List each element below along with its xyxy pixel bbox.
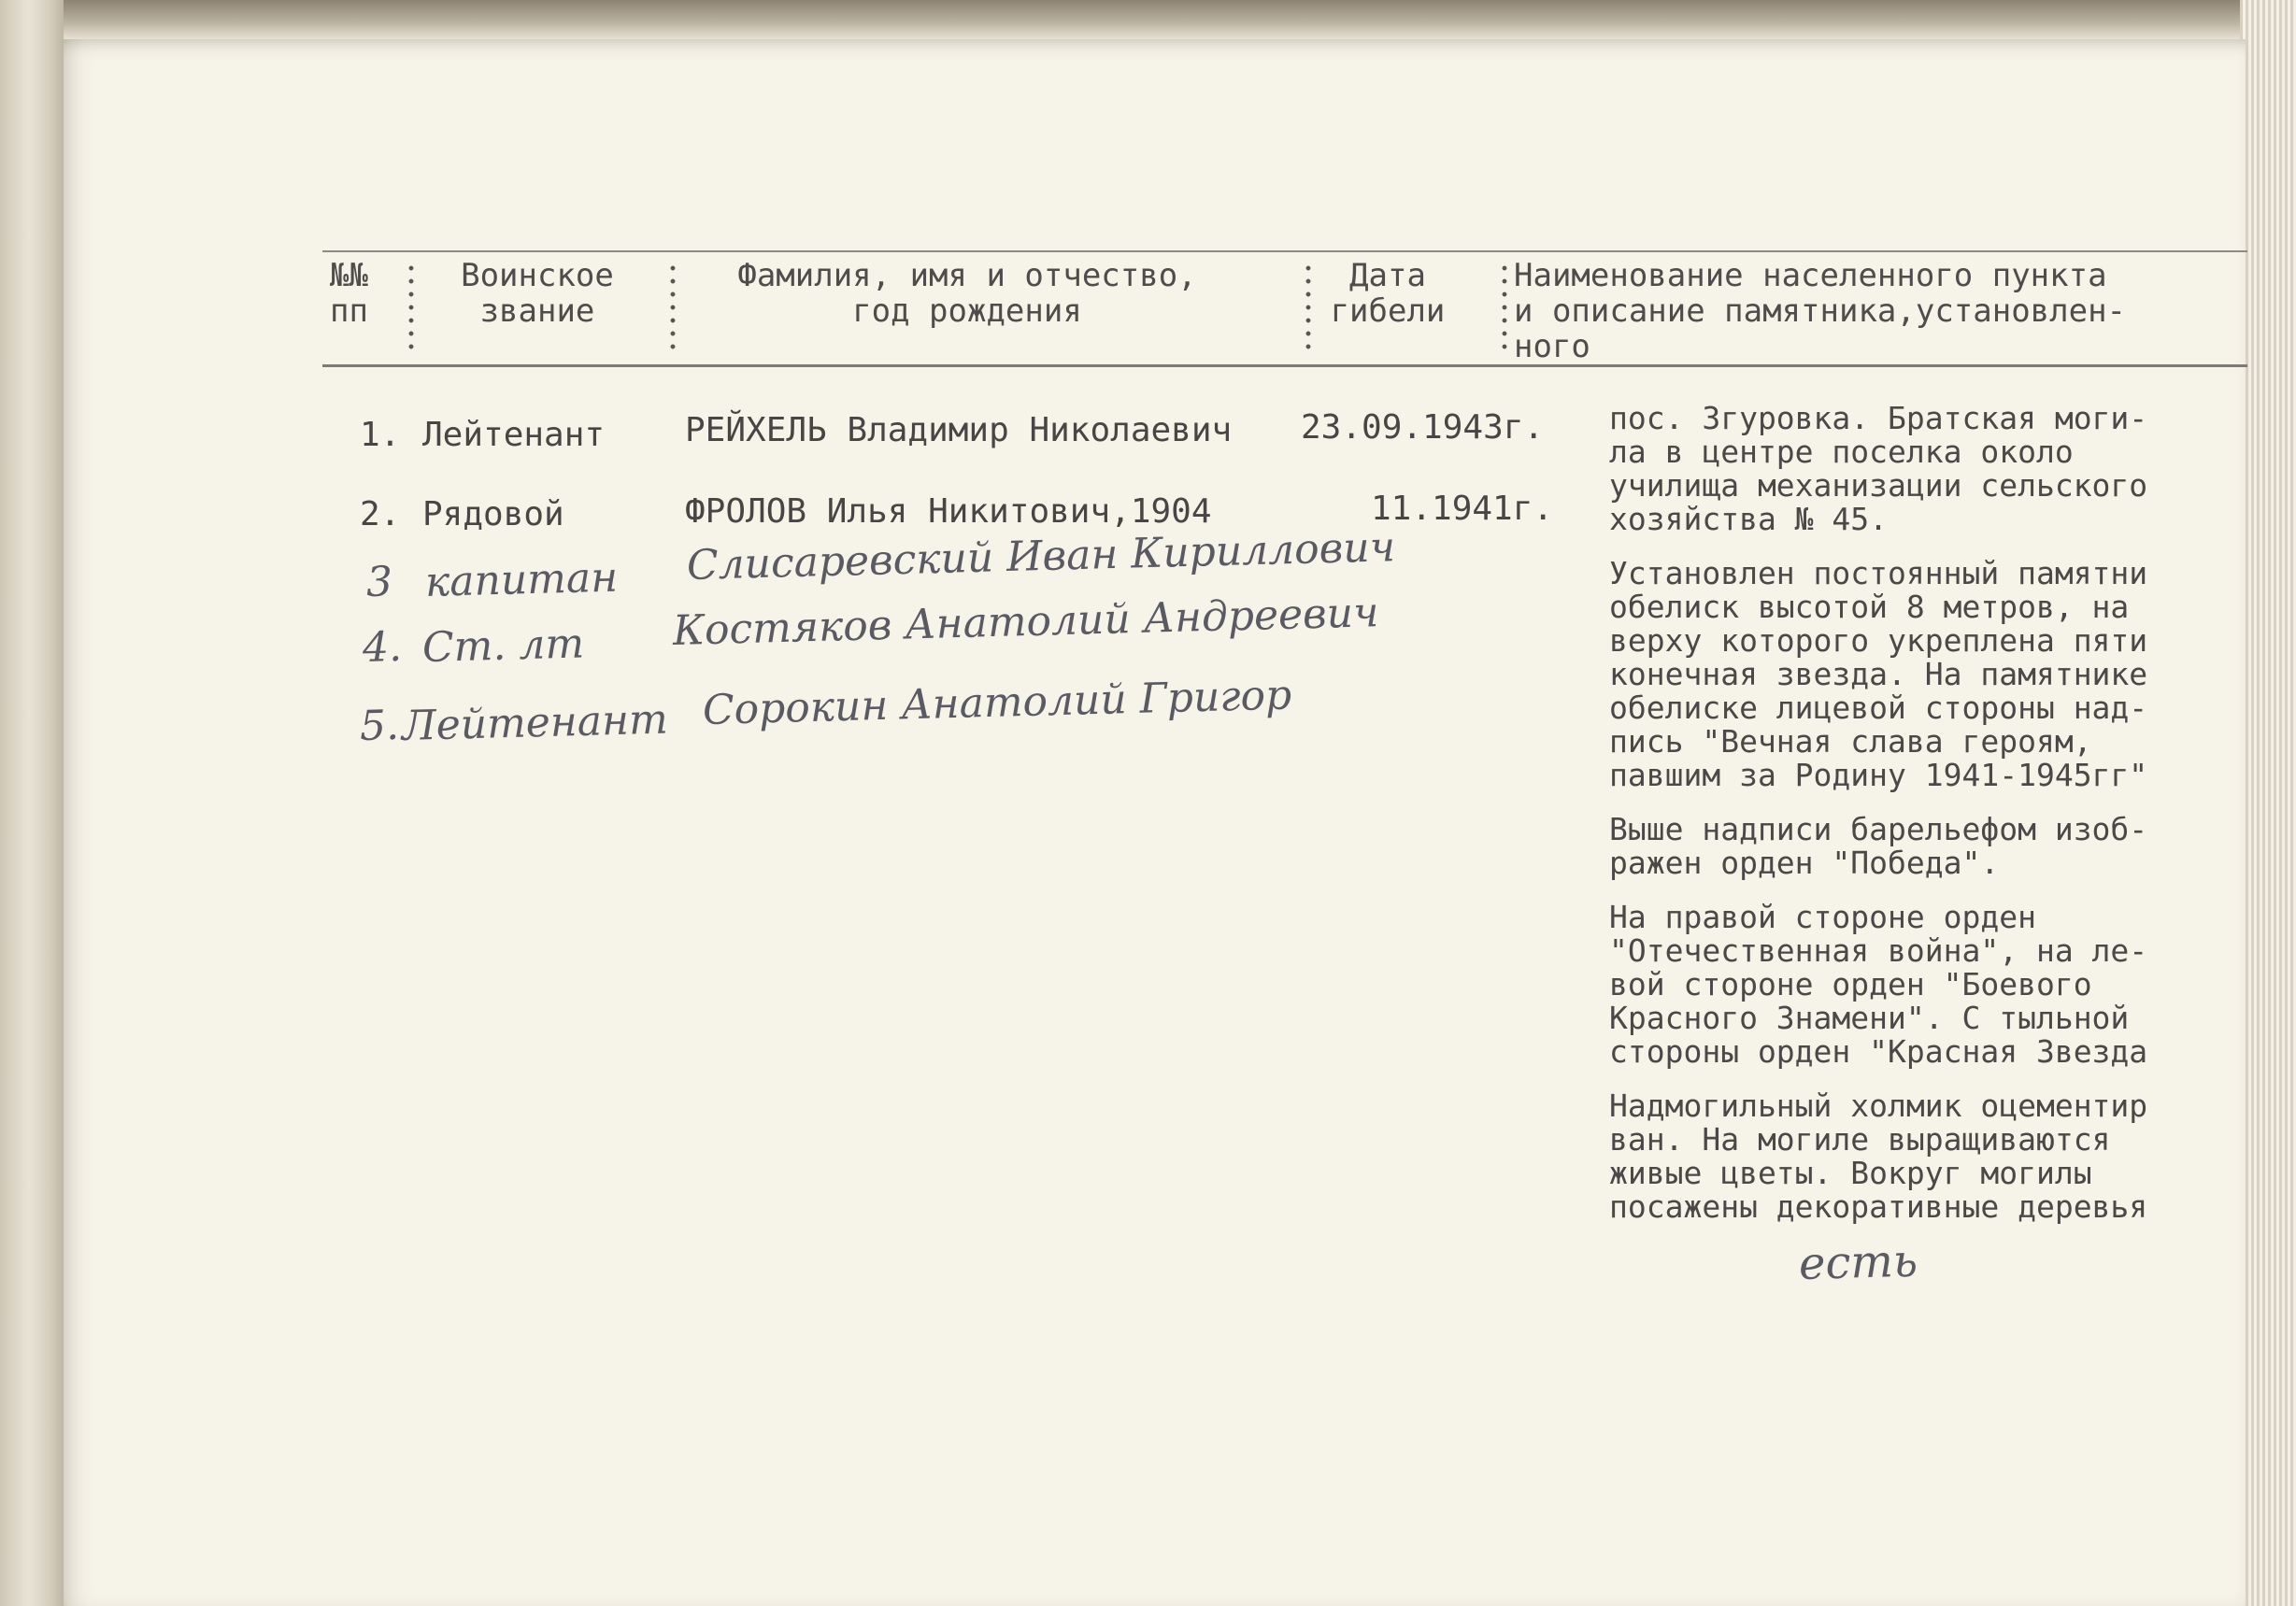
- row-2-rank: Рядовой: [422, 495, 564, 533]
- row-2-number: 2.: [360, 495, 401, 533]
- row-4-number: 4.: [362, 622, 403, 672]
- header-place: Наименование населенного пункта и описание памятника,установлен- ного: [1514, 257, 2127, 365]
- header-separator: [1305, 262, 1311, 355]
- header-number: №№ пп: [330, 257, 368, 330]
- memorial-description: [1609, 402, 2245, 1244]
- row-4-rank: Ст. лт: [421, 619, 585, 672]
- description-paragraph-5: Надмогильный холмик оцементир ван. На могиле выращиваются живые цветы. Вокруг могилы посажены декоративные деревья: [1609, 1087, 2148, 1225]
- header-separator: [670, 262, 676, 355]
- row-3-name: Слисаревский Иван Кириллович: [686, 523, 1396, 590]
- row-1-date: 23.09.1943г.: [1301, 408, 1545, 447]
- row-1-name: РЕЙХЕЛЬ Владимир Николаевич: [685, 411, 1233, 449]
- header-separator: [408, 262, 414, 355]
- row-5-number: 5.: [359, 701, 400, 750]
- row-3-number: 3: [365, 558, 393, 606]
- description-paragraph-2: Установлен постоянный памятни обелиск высотой 8 метров, на верху которого укреплена пяти конечная звезда. На памятнике обелиске лицевой стороны над- пись "Вечная слава героям, павшим за Родину 1941-1945гг": [1609, 555, 2148, 793]
- row-5-name: Сорокин Анатолий Григор: [702, 671, 1292, 734]
- row-1-number: 1.: [360, 416, 401, 454]
- book-top-edge: [0, 0, 2296, 39]
- header-rank: Воинское звание: [461, 257, 614, 330]
- description-paragraph-3: Выше надписи барельефом изоб- ражен орден "Победа".: [1609, 811, 2148, 881]
- page-stack-edge: [2240, 0, 2296, 1606]
- header-separator: [1502, 262, 1507, 355]
- table-header: [322, 250, 2247, 367]
- row-2-date: 11.1941г.: [1371, 490, 1554, 528]
- row-2-name: ФРОЛОВ Илья Никитович,1904: [685, 492, 1212, 531]
- book-spine: [0, 0, 64, 1606]
- row-5-rank: Лейтенант: [401, 695, 669, 750]
- description-paragraph-4: На правой стороне орден "Отечественная война", на ле- вой стороне орден "Боевого Красного Знамени". С тыльной стороны орден "Красная Звезда: [1609, 899, 2148, 1070]
- row-4-name: Костяков Анатолий Андреевич: [672, 589, 1380, 655]
- row-1-rank: Лейтенант: [422, 416, 606, 454]
- row-3-rank: капитан: [424, 553, 619, 606]
- handwritten-note: есть: [1798, 1234, 1918, 1290]
- header-name: Фамилия, имя и отчество, год рождения: [737, 257, 1197, 330]
- header-date: Дата гибели: [1330, 257, 1446, 330]
- description-paragraph-1: пос. Згуровка. Братская моги- ла в центре поселка около училища механизации сельского хозяйства № 45.: [1609, 400, 2148, 537]
